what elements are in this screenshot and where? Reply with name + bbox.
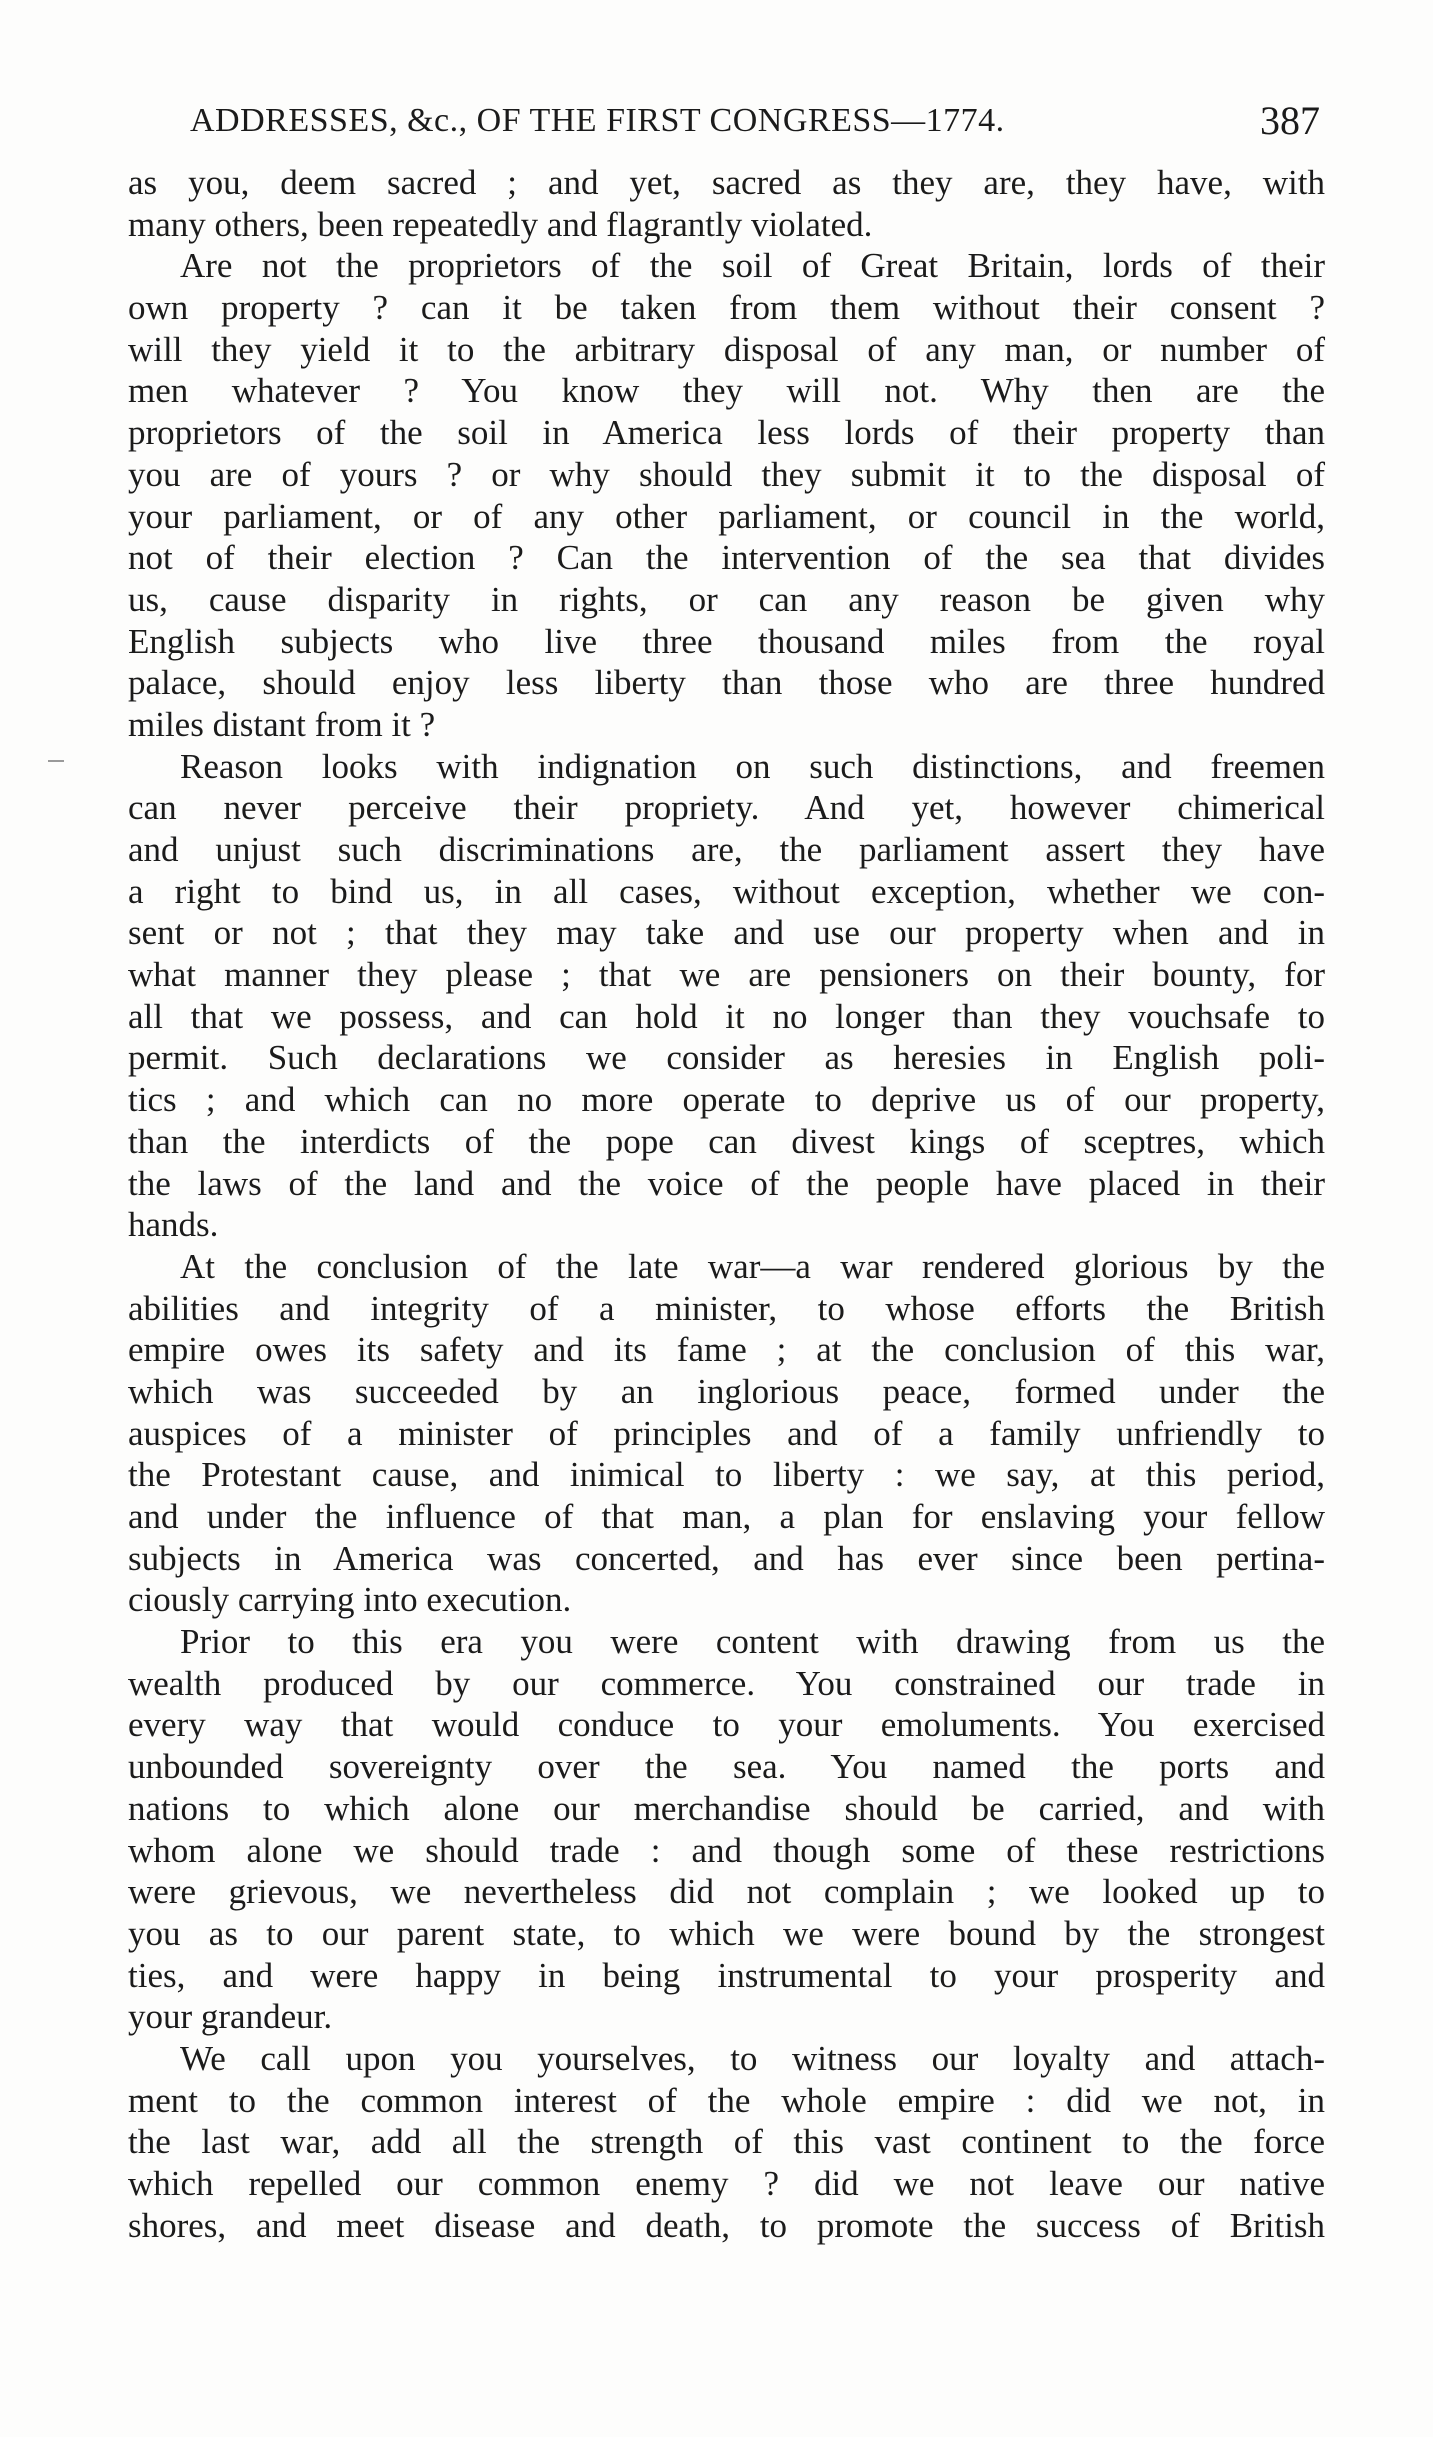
text-line: were grievous, we nevertheless did not complain ; we looked up to [128,1872,1325,1912]
margin-mark [48,760,64,762]
text-line: which was succeeded by an inglorious peace, formed under the [128,1371,1325,1411]
text-line: ment to the common interest of the whole empire : did we not, in [128,2080,1325,2120]
text-line: permit. Such declarations we consider as heresies in English poli- [128,1038,1325,1078]
page-number: 387 [1260,98,1320,143]
text-line: your parliament, or of any other parliament, or council in the world, [128,496,1325,536]
text-line: which repelled our common enemy ? did we not leave our native [128,2164,1325,2203]
body-text [128,162,1325,2246]
text-line: empire owes its safety and its fame ; at the conclusion of this war, [128,1330,1325,1370]
text-line: all that we possess, and can hold it no longer than they vouchsafe to [128,996,1325,1036]
text-line: men whatever ? You know they will not. Why then are the [128,371,1325,411]
running-head [190,96,1320,146]
text-line: abilities and integrity of a minister, to whose efforts the British [128,1288,1325,1328]
text-line: many others, been repeatedly and flagrantly violated. [128,204,873,244]
running-title: ADDRESSES, &c., OF THE FIRST CONGRESS—1774. [190,102,1005,139]
text-line: We call upon you yourselves, to witness our loyalty and attach- [180,2038,1325,2078]
text-line: us, cause disparity in rights, or can any reason be given why [128,579,1325,619]
text-line: hands. [128,1205,219,1245]
text-line: you are of yours ? or why should they submit it to the disposal of [128,454,1325,494]
text-line: and unjust such discriminations are, the parliament assert they have [128,830,1325,869]
text-line: ciously carrying into execution. [128,1580,572,1620]
text-line: Reason looks with indignation on such distinctions, and freemen [180,746,1325,786]
text-line: At the conclusion of the late war—a war rendered glorious by the [180,1246,1325,1286]
text-line: the Protestant cause, and inimical to liberty : we say, at this period, [128,1455,1325,1495]
text-line: every way that would conduce to your emoluments. You exercised [128,1705,1325,1745]
text-line: proprietors of the soil in America less lords of their property than [128,413,1325,453]
text-line: the last war, add all the strength of this vast continent to the force [128,2122,1325,2162]
text-line: will they yield it to the arbitrary disposal of any man, or number of [128,329,1325,369]
text-line: and under the influence of that man, a plan for enslaving your fellow [128,1497,1325,1536]
text-line: Prior to this era you were content with drawing from us the [180,1622,1325,1662]
text-line: not of their election ? Can the intervention of the sea that divides [128,538,1325,578]
text-line: English subjects who live three thousand miles from the royal [128,621,1325,661]
text-line: wealth produced by our commerce. You constrained our trade in [128,1663,1325,1703]
text-line: sent or not ; that they may take and use our property when and in [128,913,1325,953]
text-line: shores, and meet disease and death, to promote the success of British [128,2205,1325,2245]
text-line: subjects in America was concerted, and has ever since been pertina- [128,1538,1325,1578]
text-line: auspices of a minister of principles and of a family unfriendly to [128,1413,1325,1453]
text-line: unbounded sovereignty over the sea. You named the ports and [128,1747,1325,1787]
text-line: ties, and were happy in being instrumental to your prosperity and [128,1955,1325,1995]
text-line: what manner they please ; that we are pensioners on their bounty, for [128,955,1325,995]
text-line: miles distant from it ? [128,704,436,744]
text-line: you as to our parent state, to which we were bound by the strongest [128,1913,1325,1953]
text-line: can never perceive their propriety. And yet, however chimerical [128,788,1325,828]
text-line: palace, should enjoy less liberty than those who are three hundred [128,663,1325,703]
text-line: whom alone we should trade : and though some of these restrictions [128,1830,1325,1870]
text-line: nations to which alone our merchandise should be carried, and with [128,1788,1325,1828]
text-line: your grandeur. [128,1997,333,2037]
text-line: tics ; and which can no more operate to deprive us of our property, [128,1080,1325,1120]
text-line: a right to bind us, in all cases, without exception, whether we con- [128,871,1325,911]
text-line: the laws of the land and the voice of the people have placed in their [128,1163,1325,1203]
text-line: own property ? can it be taken from them without their consent ? [128,288,1325,328]
text-line: Are not the proprietors of the soil of Great Britain, lords of their [180,246,1325,286]
text-line: as you, deem sacred ; and yet, sacred as they are, they have, with [128,163,1325,202]
text-line: than the interdicts of the pope can divest kings of sceptres, which [128,1121,1325,1161]
